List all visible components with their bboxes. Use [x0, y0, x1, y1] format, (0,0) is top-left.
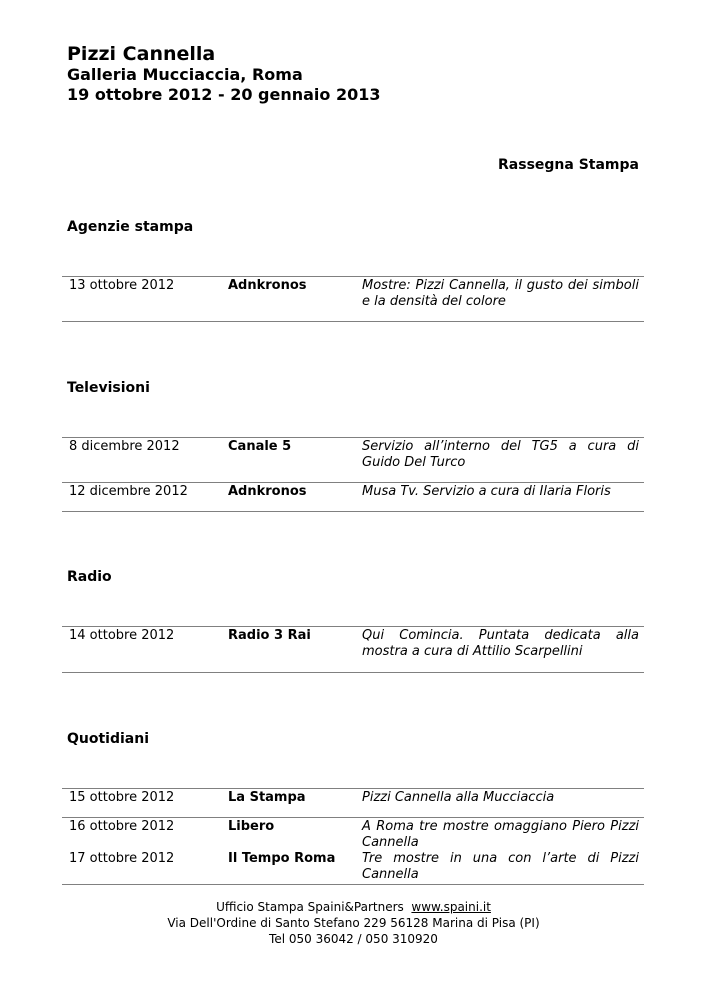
section-title-televisioni: Televisioni: [67, 380, 150, 396]
table-row: [62, 483, 644, 512]
row-source: Adnkronos: [228, 278, 307, 293]
section-title-radio: Radio: [67, 569, 112, 585]
table-row: [62, 627, 644, 673]
table-radio: [62, 626, 644, 673]
row-date: 12 dicembre 2012: [69, 484, 188, 499]
table-row: [62, 818, 644, 850]
row-article-title: Pizzi Cannella alla Mucciaccia: [362, 790, 555, 805]
footer-address: Via Dell'Ordine di Santo Stefano 229 56128 Marina di Pisa (PI): [167, 916, 540, 930]
row-date: 15 ottobre 2012: [69, 790, 175, 805]
footer-office: Ufficio Stampa Spaini&Partners: [216, 900, 404, 914]
exhibition-dates: 19 ottobre 2012 - 20 gennaio 2013: [67, 85, 381, 104]
table-row: [62, 850, 644, 880]
artist-title: Pizzi Cannella: [67, 43, 216, 65]
section-title-agenzie: Agenzie stampa: [67, 219, 194, 235]
row-source: Radio 3 Rai: [228, 628, 311, 643]
table-quotidiani: [62, 788, 644, 880]
footer-office-line: [0, 899, 707, 915]
row-date: 17 ottobre 2012: [69, 851, 175, 866]
footer: [0, 899, 707, 947]
document-header: [67, 43, 381, 105]
press-review-heading: Rassegna Stampa: [498, 157, 639, 173]
table-agenzie: [62, 276, 644, 322]
row-source: La Stampa: [228, 790, 306, 805]
table-televisioni: [62, 437, 644, 512]
row-date: 16 ottobre 2012: [69, 819, 175, 834]
row-date: 14 ottobre 2012: [69, 628, 175, 643]
table-row: [62, 277, 644, 322]
row-date: 13 ottobre 2012: [69, 278, 175, 293]
footer-divider: [62, 884, 644, 885]
row-article-title: Musa Tv. Servizio a cura di Ilaria Floris: [362, 484, 611, 499]
table-row: [62, 789, 644, 818]
row-article-title: A Roma tre mostre omaggiano Piero Pizzi Cannella: [362, 819, 639, 850]
row-article-title: Mostre: Pizzi Cannella, il gusto dei simboli e la densità del colore: [362, 278, 639, 309]
row-source: Il Tempo Roma: [228, 851, 336, 866]
row-source: Canale 5: [228, 439, 292, 454]
footer-website-link[interactable]: www.spaini.it: [411, 900, 491, 914]
row-article-title: Tre mostre in una con l’arte di Pizzi Cannella: [362, 851, 639, 882]
row-article-title: Qui Comincia. Puntata dedicata alla mostra a cura di Attilio Scarpellini: [362, 628, 639, 659]
footer-phone: Tel 050 36042 / 050 310920: [269, 932, 438, 946]
section-title-quotidiani: Quotidiani: [67, 731, 150, 747]
table-row: [62, 438, 644, 483]
row-date: 8 dicembre 2012: [69, 439, 180, 454]
row-source: Libero: [228, 819, 275, 834]
row-article-title: Servizio all’interno del TG5 a cura di Guido Del Turco: [362, 439, 639, 470]
row-source: Adnkronos: [228, 484, 307, 499]
gallery-name: Galleria Mucciaccia, Roma: [67, 65, 303, 84]
